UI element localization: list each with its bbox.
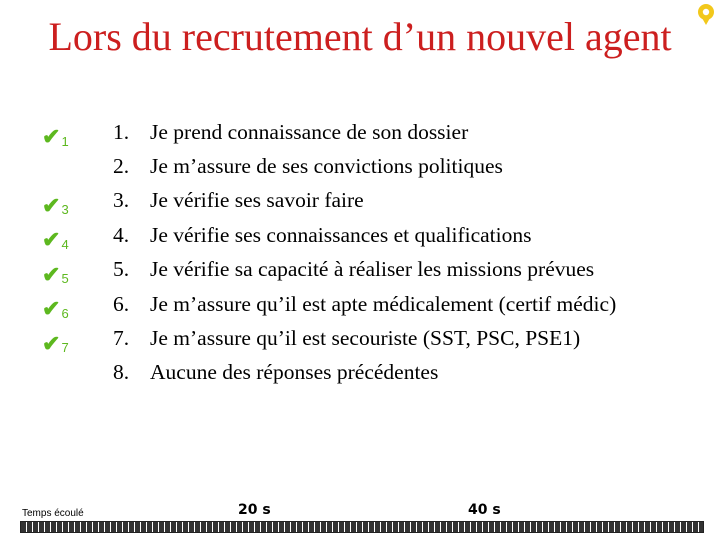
check-label: 6 bbox=[61, 305, 69, 321]
timer-mark-40s: 40 s bbox=[468, 502, 501, 518]
check-label: 4 bbox=[61, 236, 69, 252]
timer-progress-bar bbox=[20, 521, 704, 533]
answer-number: 5. bbox=[113, 257, 130, 282]
elapsed-time-label: Temps écoulé bbox=[22, 508, 84, 519]
answer-text: Je vérifie sa capacité à réaliser les missions prévues bbox=[150, 257, 595, 282]
check-label: 3 bbox=[61, 202, 69, 218]
answer-number: 7. bbox=[113, 326, 130, 351]
answer-option-4[interactable] bbox=[113, 218, 713, 252]
answer-number: 2. bbox=[113, 154, 130, 179]
check-row-6 bbox=[42, 292, 112, 326]
answer-text: Aucune des réponses précédentes bbox=[150, 360, 439, 385]
answer-text: Je vérifie ses connaissances et qualifications bbox=[150, 222, 532, 247]
answer-text: Je m’assure de ses convictions politiques bbox=[150, 154, 503, 179]
check-label: 1 bbox=[61, 133, 69, 149]
answer-number: 4. bbox=[113, 222, 130, 247]
answer-number: 3. bbox=[113, 188, 130, 213]
answer-text: Je m’assure qu’il est apte médicalement (certif médic) bbox=[150, 291, 617, 316]
checkmark-icon: ✔ bbox=[42, 261, 61, 287]
checkmark-icon: ✔ bbox=[42, 330, 61, 356]
check-row-4 bbox=[42, 223, 112, 257]
check-row-3 bbox=[42, 189, 112, 223]
answer-number: 1. bbox=[113, 119, 130, 144]
check-row-2 bbox=[42, 154, 112, 188]
check-row-5 bbox=[42, 258, 112, 292]
checkmark-icon: ✔ bbox=[42, 227, 61, 253]
answer-option-7[interactable] bbox=[113, 321, 713, 355]
answer-option-8[interactable] bbox=[113, 356, 713, 390]
slide-title: Lors du recrutement d’un nouvel agent bbox=[48, 14, 672, 59]
answer-list bbox=[113, 115, 713, 390]
answer-option-6[interactable] bbox=[113, 287, 713, 321]
checkmark-icon: ✔ bbox=[42, 192, 61, 218]
check-row-1 bbox=[42, 120, 112, 154]
answer-option-2[interactable] bbox=[113, 149, 713, 183]
checkmark-icon: ✔ bbox=[42, 296, 61, 322]
correct-answer-checks bbox=[42, 120, 112, 361]
checkmark-icon: ✔ bbox=[42, 124, 61, 150]
timer-mark-20s: 20 s bbox=[238, 502, 271, 518]
check-label: 5 bbox=[61, 271, 69, 287]
answer-text: Je m’assure qu’il est secouriste (SST, PSC, PSE1) bbox=[150, 326, 581, 351]
answer-number: 8. bbox=[113, 360, 130, 385]
check-row-7 bbox=[42, 326, 112, 360]
answer-text: Je prend connaissance de son dossier bbox=[150, 119, 469, 144]
answer-text: Je vérifie ses savoir faire bbox=[150, 188, 364, 213]
quiz-pin-icon bbox=[694, 2, 718, 26]
answer-number: 6. bbox=[113, 291, 130, 316]
answer-option-1[interactable] bbox=[113, 115, 713, 149]
check-label: 7 bbox=[61, 340, 69, 356]
answer-option-5[interactable] bbox=[113, 253, 713, 287]
answer-option-3[interactable] bbox=[113, 184, 713, 218]
